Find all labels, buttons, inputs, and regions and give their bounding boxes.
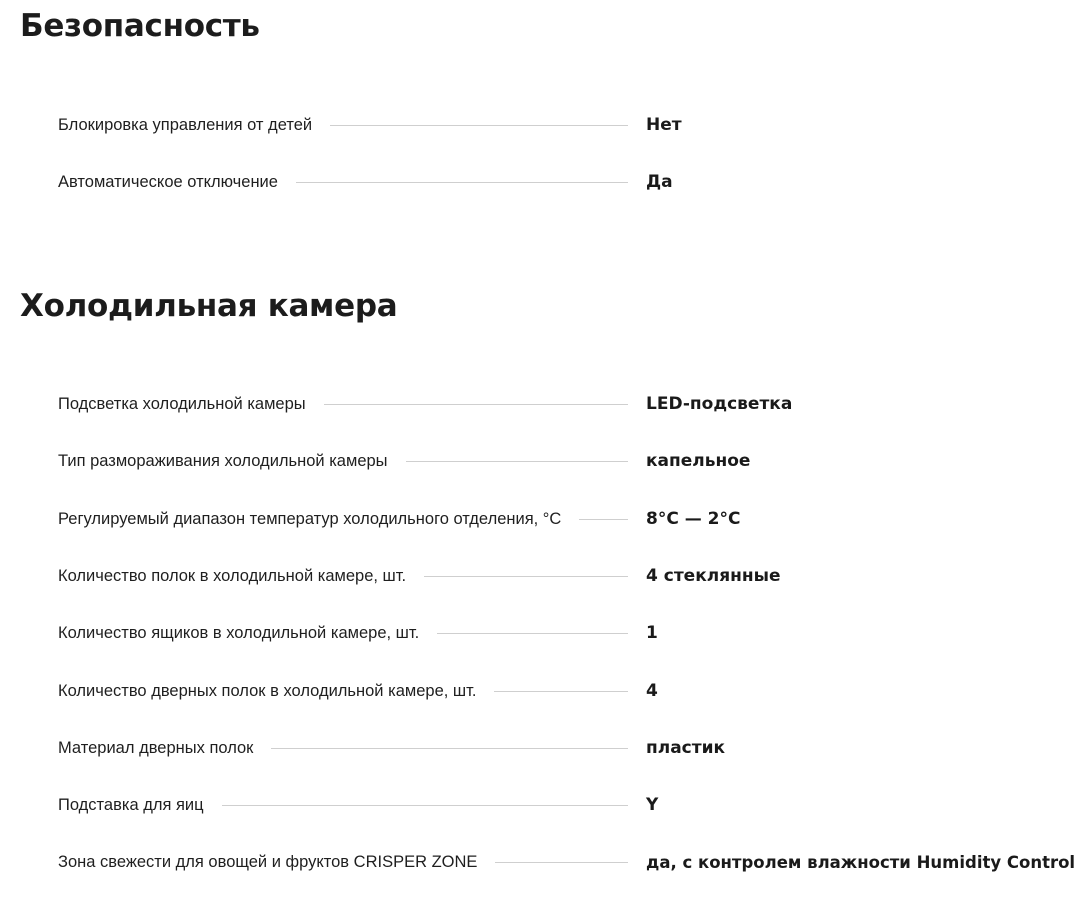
spec-label: Подсветка холодильной камеры [58, 394, 306, 413]
spec-label: Блокировка управления от детей [58, 115, 313, 134]
spec-value: пластик [646, 738, 726, 758]
spec-row-shelves-count [58, 564, 1083, 588]
spec-label: Количество дверных полок в холодильной камере, шт. [58, 681, 477, 700]
spec-divider [324, 404, 628, 405]
spec-divider [296, 182, 628, 183]
spec-row-temperature-range [58, 507, 1083, 531]
spec-value: капельное [646, 451, 751, 471]
spec-row-drawers-count [58, 621, 1083, 645]
spec-value: Да [646, 172, 673, 192]
spec-divider [271, 748, 628, 749]
spec-row-child-lock [58, 113, 1083, 137]
spec-divider [222, 805, 628, 806]
spec-divider [579, 519, 628, 520]
spec-value: Y [646, 795, 659, 815]
spec-divider [330, 125, 628, 126]
spec-divider [494, 691, 628, 692]
spec-row-door-shelf-material [58, 736, 1083, 760]
spec-divider [437, 633, 628, 634]
spec-divider [424, 576, 628, 577]
spec-label: Автоматическое отключение [58, 172, 278, 191]
spec-label: Материал дверных полок [58, 738, 254, 757]
spec-row-lighting [58, 392, 1083, 416]
spec-label: Количество полок в холодильной камере, шт. [58, 566, 407, 585]
spec-value: Нет [646, 115, 682, 135]
section-title-safety: Безопасность [20, 8, 260, 44]
spec-row-auto-shutoff [58, 170, 1083, 194]
section-title-fridge-chamber: Холодильная камера [20, 288, 398, 324]
spec-row-door-shelves-count [58, 679, 1083, 703]
spec-label: Регулируемый диапазон температур холодильного отделения, °C [58, 509, 562, 528]
spec-row-crisper-zone [58, 850, 1083, 874]
spec-label: Тип размораживания холодильной камеры [58, 451, 388, 470]
spec-value: 4 стеклянные [646, 566, 781, 586]
spec-label: Подставка для яиц [58, 795, 204, 814]
spec-value: 1 [646, 623, 658, 643]
spec-value: LED-подсветка [646, 394, 793, 414]
spec-row-egg-tray [58, 793, 1083, 817]
spec-value: 8°C — 2°C [646, 509, 741, 529]
spec-label: Зона свежести для овощей и фруктов CRISPER ZONE [58, 852, 478, 871]
spec-value: да, с контролем влажности Humidity Control [646, 852, 1076, 872]
spec-value: 4 [646, 681, 658, 701]
spec-divider [495, 862, 628, 863]
spec-divider [406, 461, 628, 462]
spec-label: Количество ящиков в холодильной камере, шт. [58, 623, 420, 642]
spec-row-defrost-type [58, 449, 1083, 473]
